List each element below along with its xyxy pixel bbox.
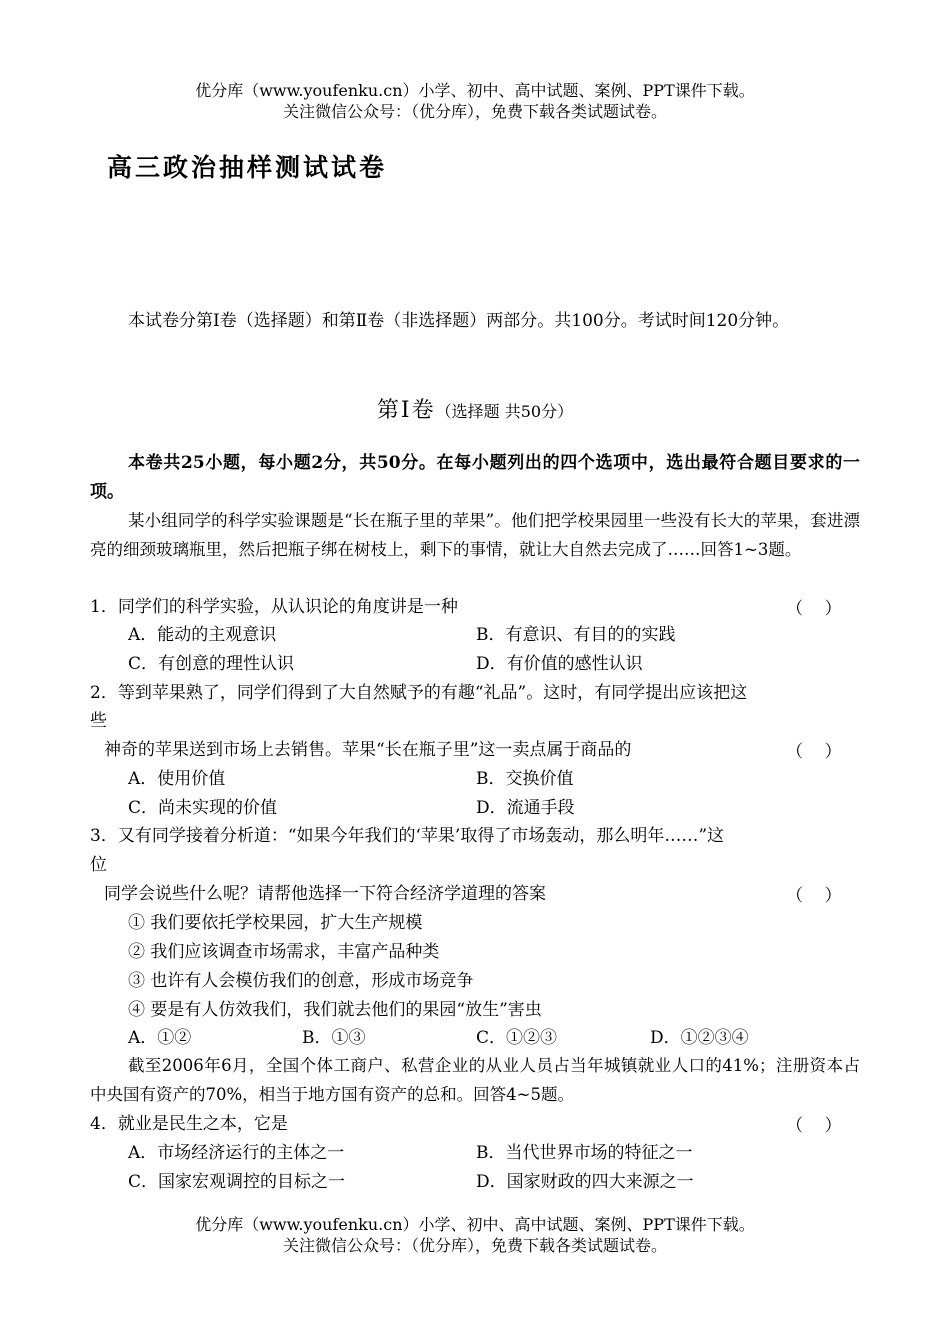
q2-option-a: A．使用价值 bbox=[128, 769, 226, 789]
q1-option-a: A．能动的主观意识 bbox=[128, 625, 277, 645]
q4-answer-blank: （ ） bbox=[786, 1116, 842, 1136]
page-title: 高三政治抽样测试试卷 bbox=[107, 153, 388, 182]
intro-paragraph: 本试卷分第Ⅰ卷（选择题）和第Ⅱ卷（非选择题）两部分。共100分。考试时间120分钟。 bbox=[128, 311, 790, 331]
q4-stem: 4．就业是民生之本，它是 bbox=[90, 1114, 288, 1134]
q4-option-d: D．国家财政的四大来源之一 bbox=[476, 1172, 694, 1192]
q3-answer-blank: （ ） bbox=[786, 886, 842, 906]
section-heading bbox=[0, 393, 950, 424]
q3-option-c: C．①②③ bbox=[476, 1028, 558, 1048]
q3-option-b: B．①③ bbox=[302, 1028, 366, 1048]
q2-stem-2: 些 bbox=[90, 711, 107, 731]
q2-answer-blank: （ ） bbox=[786, 742, 842, 762]
q2-stem-3: 神奇的苹果送到市场上去销售。苹果“长在瓶子里”这一卖点属于商品的 bbox=[104, 740, 632, 760]
q2-option-c: C．尚未实现的价值 bbox=[128, 798, 278, 818]
q3-statement-4: ④ 要是有人仿效我们，我们就去他们的果园“放生”害虫 bbox=[128, 1000, 542, 1020]
q3-statement-2: ② 我们应该调查市场需求，丰富产品种类 bbox=[128, 942, 440, 962]
passage-2: 截至2006年6月，全国个体工商户、私营企业的从业人员占当年城镇就业人口的41%；注册资本占中央国有资产的70%，相当于地方国有资产的总和。回答4~5题。 bbox=[90, 1056, 860, 1104]
q4-option-c: C．国家宏观调控的目标之一 bbox=[128, 1172, 346, 1192]
footer-line-1: 优分库（www.youfenku.cn）小学、初中、高中试题、案例、PPT课件下载。 bbox=[195, 1215, 755, 1234]
q4-option-a: A．市场经济运行的主体之一 bbox=[128, 1143, 345, 1163]
q3-stem-2: 位 bbox=[90, 855, 107, 875]
section-sub: （选择题 共50分） bbox=[435, 402, 574, 421]
footer-line-2: 关注微信公众号：（优分库），免费下载各类试题试卷。 bbox=[282, 1236, 667, 1255]
q3-stem-3: 同学会说些什么呢？请帮他选择一下符合经济学道理的答案 bbox=[104, 884, 546, 904]
q3-option-a: A．①② bbox=[128, 1028, 192, 1048]
q2-option-b: B．交换价值 bbox=[476, 769, 574, 789]
header-line-2: 关注微信公众号：（优分库），免费下载各类试题试卷。 bbox=[282, 102, 667, 121]
q1-option-b: B．有意识、有目的的实践 bbox=[476, 625, 676, 645]
q3-option-d: D．①②③④ bbox=[650, 1028, 749, 1048]
instructions: 本卷共25小题，每小题2分，共50分。在每小题列出的四个选项中，选出最符合题目要求的一项。 bbox=[90, 453, 860, 502]
q3-statement-3: ③ 也许有人会模仿我们的创意，形成市场竞争 bbox=[128, 971, 474, 991]
q1-option-c: C．有创意的理性认识 bbox=[128, 654, 295, 674]
q3-statement-1: ① 我们要依托学校果园，扩大生产规模 bbox=[128, 913, 423, 933]
q4-option-b: B．当代世界市场的特征之一 bbox=[476, 1143, 693, 1163]
q2-stem-1: 2．等到苹果熟了，同学们得到了大自然赋予的有趣“礼品”。这时，有同学提出应该把这 bbox=[90, 683, 748, 703]
q1-answer-blank: （ ） bbox=[786, 599, 842, 619]
passage-1: 某小组同学的科学实验课题是“长在瓶子里的苹果”。他们把学校果园里一些没有长大的苹果，套进漂亮的细颈玻璃瓶里，然后把瓶子绑在树枝上，剩下的事情，就让大自然去完成了……回答1~3题。 bbox=[90, 511, 860, 559]
q3-stem-1: 3．又有同学接着分析道：“如果今年我们的‘苹果’取得了市场轰动，那么明年……”这 bbox=[90, 826, 725, 846]
q1-stem: 1．同学们的科学实验，从认识论的角度讲是一种 bbox=[90, 597, 458, 617]
q2-option-d: D．流通手段 bbox=[476, 798, 575, 818]
header-line-1: 优分库（www.youfenku.cn）小学、初中、高中试题、案例、PPT课件下载。 bbox=[195, 81, 755, 100]
q1-option-d: D．有价值的感性认识 bbox=[476, 654, 643, 674]
section-main: 第Ⅰ卷 bbox=[376, 398, 436, 423]
